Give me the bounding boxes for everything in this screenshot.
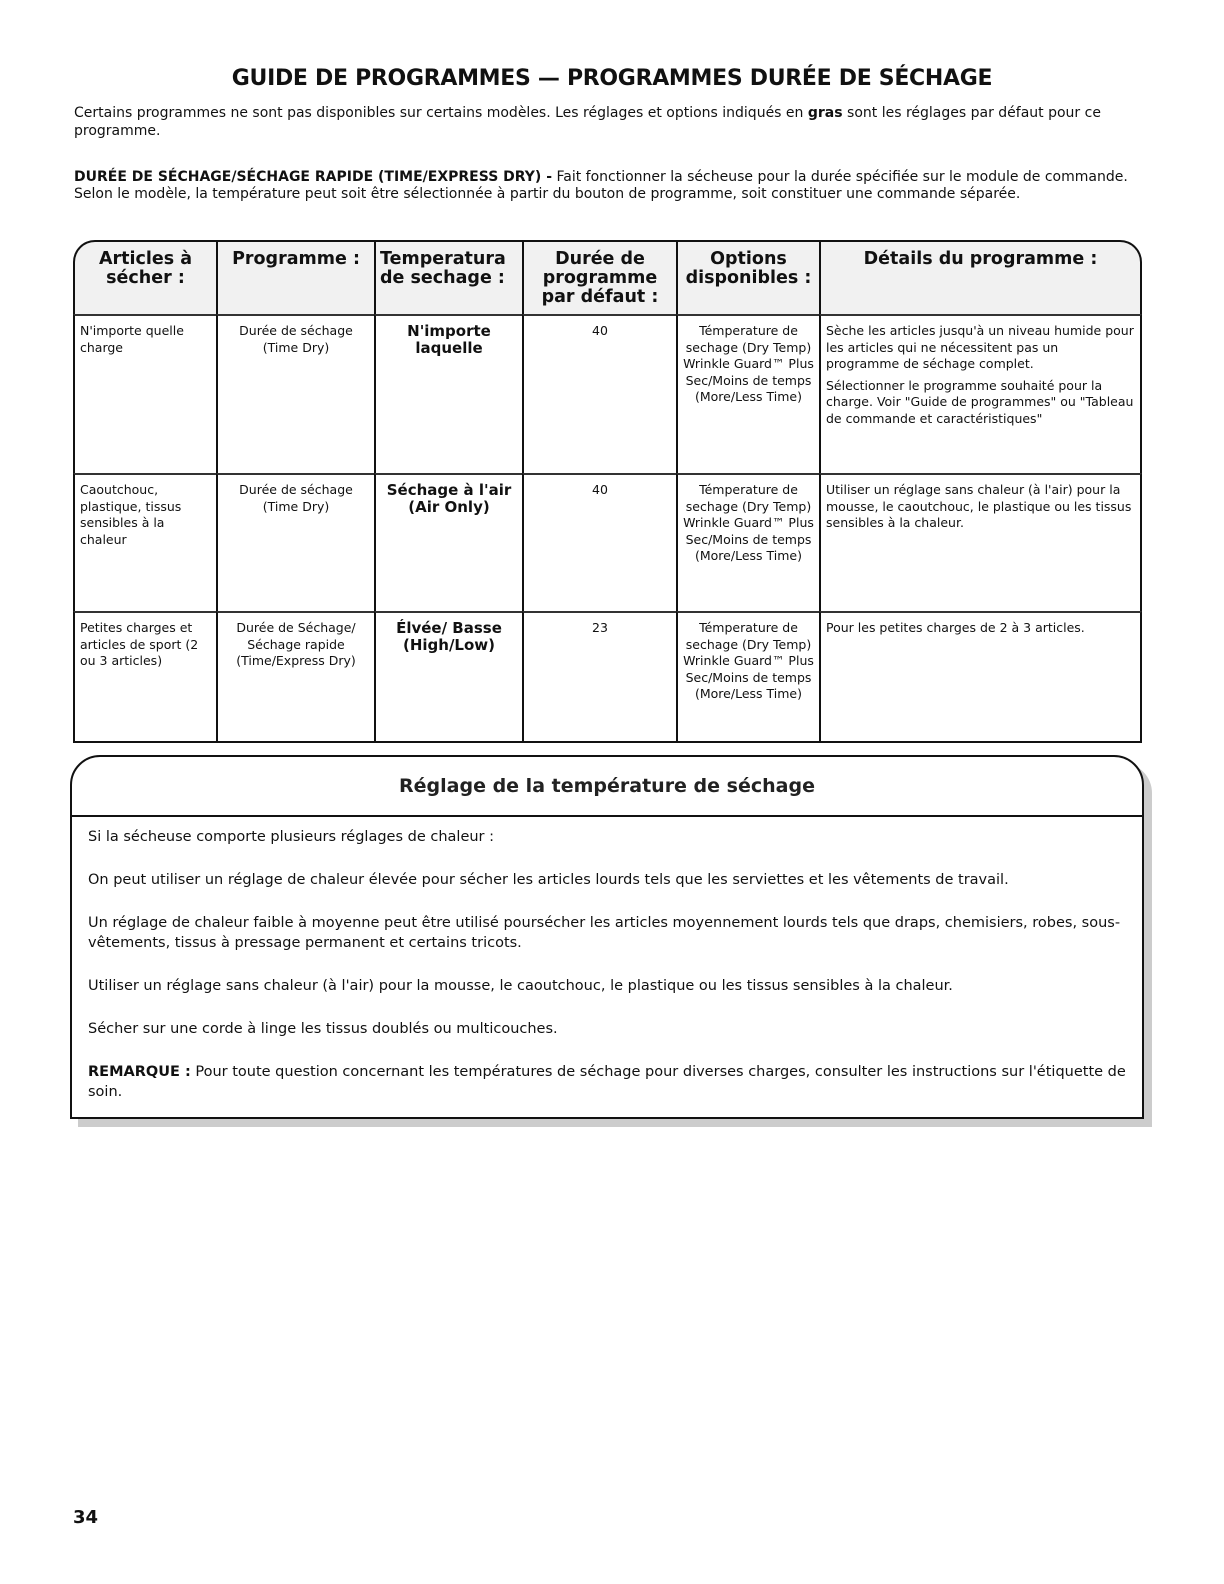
header-articles: Articles à sécher :: [73, 240, 216, 314]
program-table: [73, 240, 1142, 743]
cell-duree: 40: [522, 473, 676, 611]
box-body: [72, 817, 1142, 1135]
box-paragraph: Si la sécheuse comporte plusieurs réglages de chaleur :: [88, 829, 495, 845]
cell-details: Utiliser un réglage sans chaleur (à l'air) pour la mousse, le caoutchouc, le plastique ou les tissus sensibles à la chaleur.: [819, 473, 1142, 611]
temperature-settings-box: [70, 755, 1144, 1119]
box-paragraph: Un réglage de chaleur faible à moyenne peut être utilisé poursécher les articles moyennement lourds tels que draps, chemisiers, robes, sous-vêtements, tissus à pressage permanent et certains tricots.: [88, 915, 1121, 951]
note-label: REMARQUE :: [88, 1064, 191, 1080]
box-paragraph: Sécher sur une corde à linge les tissus doublés ou multicouches.: [88, 1021, 558, 1037]
cell-programme: Durée de séchage (Time Dry): [216, 314, 374, 473]
cell-options: Témperature de sechage (Dry Temp) Wrinkle Guard™ Plus Sec/Moins de temps (More/Less Time): [676, 473, 819, 611]
table-row: [73, 314, 1142, 473]
cell-articles: Caoutchouc, plastique, tissus sensibles à la chaleur: [73, 473, 216, 611]
intro-text: [74, 104, 1154, 140]
box-paragraph: On peut utiliser un réglage de chaleur élevée pour sécher les articles lourds tels que les serviettes et les vêtements de travail.: [88, 872, 1009, 888]
cell-temperature: Élvée/ Basse (High/Low): [374, 611, 522, 743]
intro-after: sont les réglages par défaut pour ce programme.: [74, 105, 1101, 139]
box-paragraph: Utiliser un réglage sans chaleur (à l'air) pour la mousse, le caoutchouc, le plastique ou les tissus sensibles à la chaleur.: [88, 978, 953, 994]
header-duree: Durée de programme par défaut :: [522, 240, 676, 314]
page-title: GUIDE DE PROGRAMMES — PROGRAMMES DURÉE DE SÉCHAGE: [231, 66, 993, 91]
program-description: [74, 169, 1134, 203]
page-number: 34: [73, 1507, 99, 1528]
note-text: Pour toute question concernant les températures de séchage pour diverses charges, consulter les instructions sur l'étiquette de soin.: [88, 1064, 1126, 1100]
description-text: Fait fonctionner la sécheuse pour la durée spécifiée sur le module de commande. Selon le modèle, la température peut soit être sélectionnée à partir du bouton de programme, soit constituer une commande séparée.: [74, 169, 1128, 202]
box-title: Réglage de la température de séchage: [72, 757, 1142, 817]
table-row: [73, 473, 1142, 611]
cell-temperature: N'importe laquelle: [374, 314, 522, 473]
cell-articles: Petites charges et articles de sport (2 ou 3 articles): [73, 611, 216, 743]
cell-duree: 40: [522, 314, 676, 473]
table-row: [73, 611, 1142, 743]
cell-programme: Durée de Séchage/ Séchage rapide (Time/Express Dry): [216, 611, 374, 743]
header-options: Options disponibles :: [676, 240, 819, 314]
cell-duree: 23: [522, 611, 676, 743]
cell-details: Pour les petites charges de 2 à 3 articles.: [819, 611, 1142, 743]
cell-temperature: Séchage à l'air (Air Only): [374, 473, 522, 611]
box-note: [88, 1062, 1126, 1102]
header-details: Détails du programme :: [819, 240, 1142, 314]
intro-before: Certains programmes ne sont pas disponibles sur certains modèles. Les réglages et options indiqués en: [74, 105, 808, 121]
intro-bold: gras: [807, 105, 843, 121]
cell-articles: N'importe quelle charge: [73, 314, 216, 473]
cell-options: Témperature de sechage (Dry Temp) Wrinkle Guard™ Plus Sec/Moins de temps (More/Less Time): [676, 611, 819, 743]
description-label: DURÉE DE SÉCHAGE/SÉCHAGE RAPIDE (TIME/EXPRESS DRY) -: [74, 169, 553, 185]
header-programme: Programme :: [216, 240, 374, 314]
cell-options: Témperature de sechage (Dry Temp) Wrinkle Guard™ Plus Sec/Moins de temps (More/Less Time): [676, 314, 819, 473]
header-temperature: Temperatura de sechage :: [374, 240, 522, 314]
cell-details: [819, 314, 1142, 473]
details-paragraph: Sèche les articles jusqu'à un niveau humide pour les articles qui ne nécessitent pas un programme de séchage complet.: [826, 323, 1134, 371]
cell-programme: Durée de séchage (Time Dry): [216, 473, 374, 611]
details-paragraph: Sélectionner le programme souhaité pour la charge. Voir "Guide de programmes" ou "Tableau de commande et caractéristiques": [826, 377, 1134, 426]
